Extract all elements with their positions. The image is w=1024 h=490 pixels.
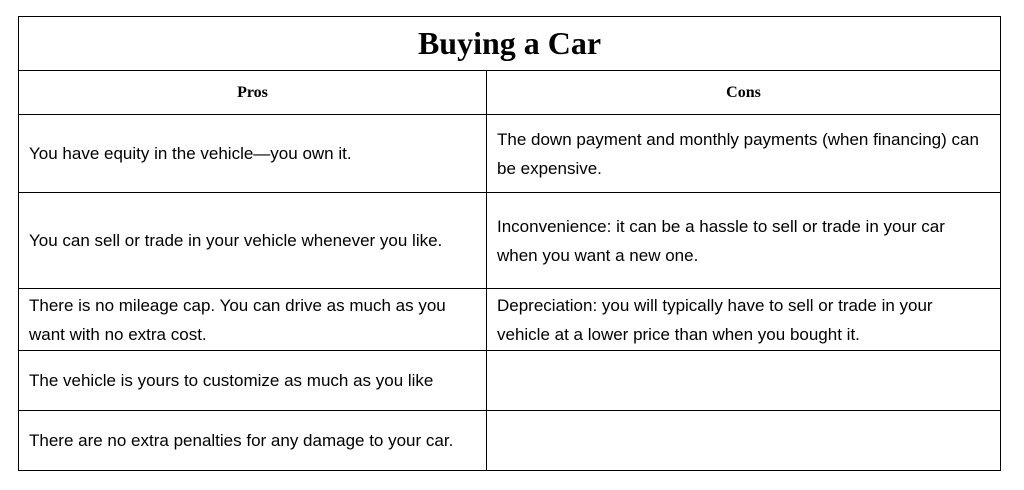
pro-cell: You have equity in the vehicle—you own it.	[19, 115, 487, 193]
table-row	[19, 115, 1001, 193]
pro-cell: The vehicle is yours to customize as much as you like	[19, 351, 487, 411]
con-cell: Depreciation: you will typically have to sell or trade in your vehicle at a lower price than when you bought it.	[487, 289, 1001, 351]
pro-cell: You can sell or trade in your vehicle whenever you like.	[19, 193, 487, 289]
cons-header: Cons	[487, 71, 1001, 115]
pros-header: Pros	[19, 71, 487, 115]
pro-cell: There is no mileage cap. You can drive as much as you want with no extra cost.	[19, 289, 487, 351]
con-cell	[487, 411, 1001, 471]
table-row	[19, 351, 1001, 411]
table-row	[19, 411, 1001, 471]
con-cell: Inconvenience: it can be a hassle to sell or trade in your car when you want a new one.	[487, 193, 1001, 289]
table-row	[19, 193, 1001, 289]
con-cell	[487, 351, 1001, 411]
header-row	[19, 71, 1001, 115]
title-row	[19, 17, 1001, 71]
con-cell: The down payment and monthly payments (when financing) can be expensive.	[487, 115, 1001, 193]
pro-cell: There are no extra penalties for any damage to your car.	[19, 411, 487, 471]
table-row	[19, 289, 1001, 351]
pros-cons-table	[18, 16, 1001, 471]
table-title: Buying a Car	[19, 17, 1001, 71]
